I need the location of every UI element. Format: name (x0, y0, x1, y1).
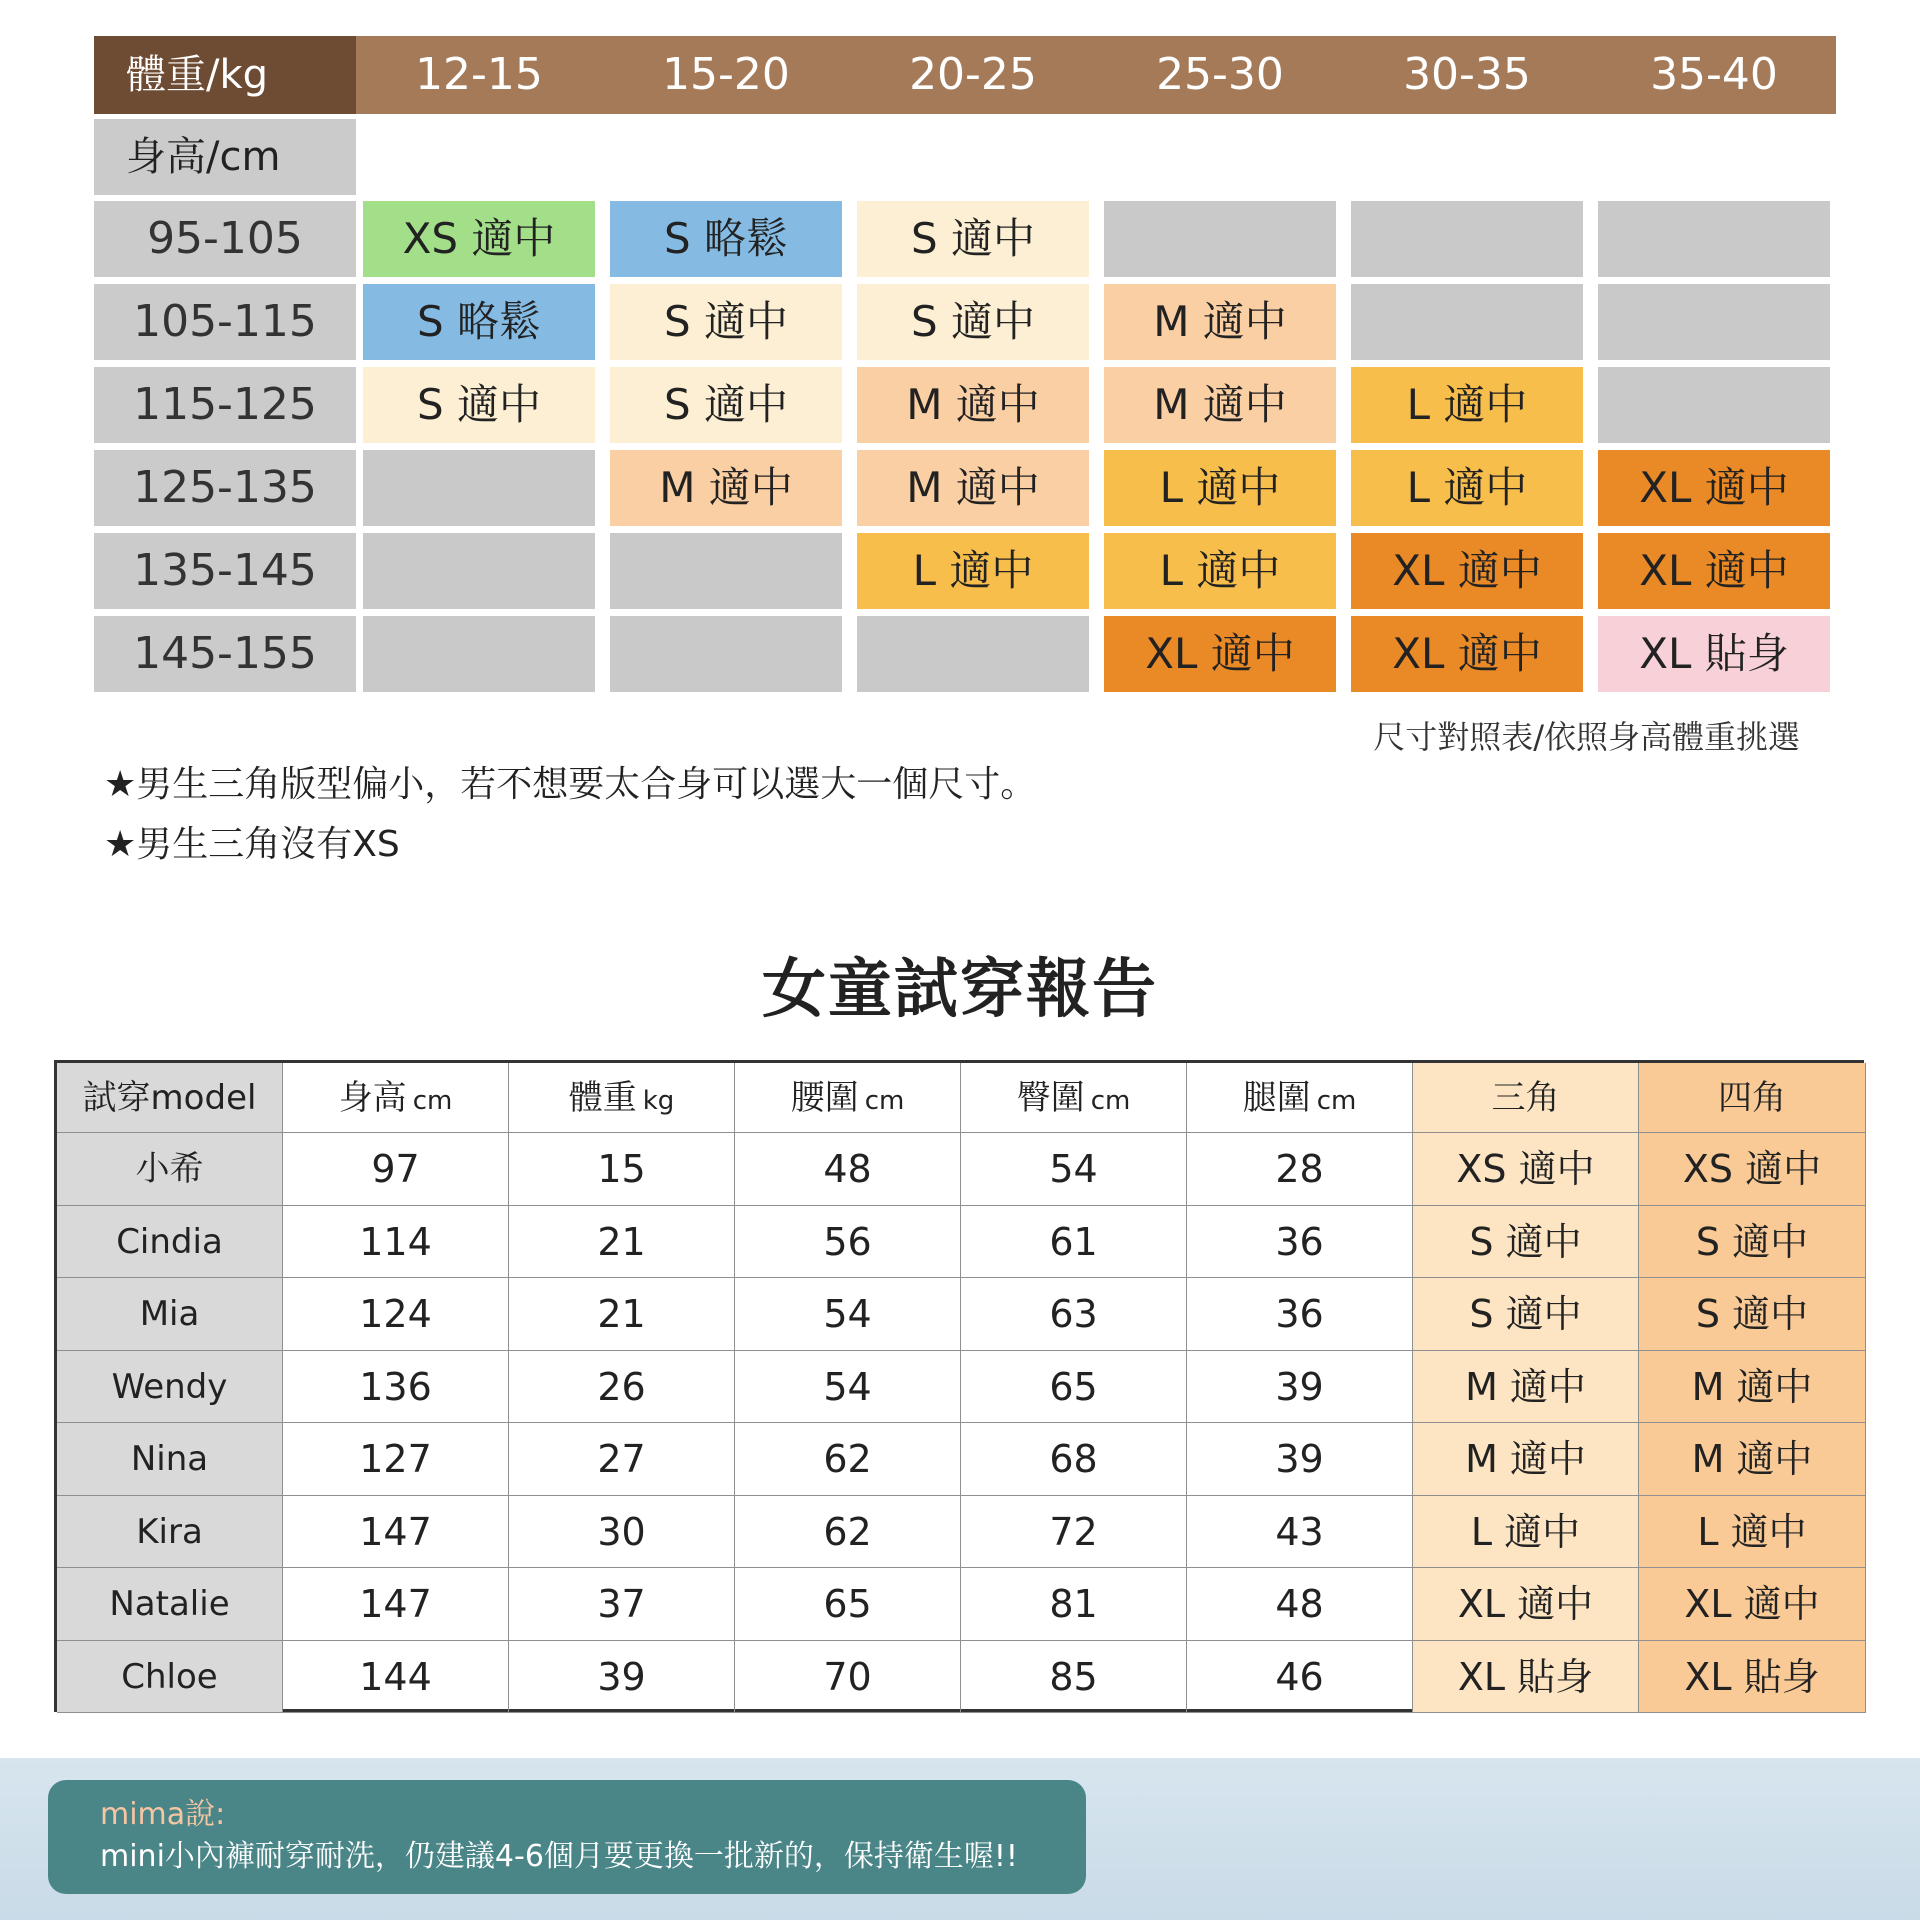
trial-report-table (54, 1060, 1864, 1712)
report-cell: 36 (1187, 1278, 1413, 1351)
report-cell: XL 貼身 (1413, 1641, 1639, 1714)
report-header-label: 四角 (1718, 1078, 1786, 1118)
report-cell: 147 (283, 1496, 509, 1569)
height-row-label: 125-135 (94, 450, 356, 526)
report-cell: 26 (509, 1351, 735, 1424)
model-name-cell: Wendy (57, 1351, 283, 1424)
report-header-cell (57, 1063, 283, 1133)
size-cell: M 適中 (610, 450, 842, 526)
size-cell-empty (857, 616, 1089, 692)
size-cell: S 適中 (610, 284, 842, 360)
size-cell: XL 適中 (1351, 533, 1583, 609)
report-header-label: 腰圍 (790, 1078, 859, 1118)
bubble-text: mini小內褲耐穿耐洗，仍建議4-6個月要更換一批新的，保持衛生喔!! (100, 1839, 1018, 1874)
size-cell: L 適中 (1351, 450, 1583, 526)
report-header-unit: cm (1316, 1086, 1357, 1116)
report-cell: 72 (961, 1496, 1187, 1569)
report-header-label: 試穿model (82, 1078, 257, 1118)
report-cell: M 適中 (1413, 1351, 1639, 1424)
report-cell: 136 (283, 1351, 509, 1424)
report-cell: S 適中 (1639, 1206, 1866, 1279)
report-cell: 21 (509, 1278, 735, 1351)
size-cell-empty (1104, 201, 1336, 277)
weight-header-label: 體重/kg (94, 36, 356, 114)
size-cell-empty (1598, 367, 1830, 443)
report-cell: XL 適中 (1413, 1568, 1639, 1641)
report-cell: XL 適中 (1639, 1568, 1866, 1641)
report-cell: 124 (283, 1278, 509, 1351)
model-name-cell: Chloe (57, 1641, 283, 1714)
mima-note-bubble (48, 1780, 1086, 1894)
size-cell-empty (1351, 284, 1583, 360)
height-row-label: 135-145 (94, 533, 356, 609)
report-header-cell (509, 1063, 735, 1133)
height-header-label: 身高/cm (94, 119, 356, 195)
report-cell: 127 (283, 1423, 509, 1496)
report-cell: 81 (961, 1568, 1187, 1641)
report-header-label: 體重 (568, 1078, 637, 1118)
report-cell: 56 (735, 1206, 961, 1279)
size-cell: XL 適中 (1104, 616, 1336, 692)
model-name-cell: Mia (57, 1278, 283, 1351)
report-cell: M 適中 (1413, 1423, 1639, 1496)
size-chart (94, 36, 1836, 698)
report-cell: XS 適中 (1413, 1133, 1639, 1206)
weight-header-0: 12-15 (415, 49, 543, 100)
height-row-label: 95-105 (94, 201, 356, 277)
model-name-cell: Nina (57, 1423, 283, 1496)
report-header-label: 腿圍 (1242, 1078, 1311, 1118)
weight-header-5: 35-40 (1650, 49, 1778, 100)
report-header-unit: cm (864, 1086, 905, 1116)
height-row-label: 115-125 (94, 367, 356, 443)
size-cell: L 適中 (857, 533, 1089, 609)
report-cell: 65 (961, 1351, 1187, 1424)
report-header-cell (1187, 1063, 1413, 1133)
report-cell: M 適中 (1639, 1423, 1866, 1496)
report-cell: 30 (509, 1496, 735, 1569)
weight-header-1: 15-20 (662, 49, 790, 100)
size-cell-empty (363, 533, 595, 609)
report-header-unit: cm (1090, 1086, 1131, 1116)
report-title: 女童試穿報告 (762, 953, 1158, 1027)
report-header-unit: kg (642, 1086, 675, 1116)
report-header-cell (1413, 1063, 1639, 1133)
report-header-unit: cm (412, 1086, 453, 1116)
weight-header-3: 25-30 (1156, 49, 1284, 100)
size-cell: XL 貼身 (1598, 616, 1830, 692)
weight-header-2: 20-25 (909, 49, 1037, 100)
report-cell: S 適中 (1639, 1278, 1866, 1351)
report-cell: 61 (961, 1206, 1187, 1279)
report-cell: 85 (961, 1641, 1187, 1714)
report-cell: 15 (509, 1133, 735, 1206)
size-cell: S 適中 (857, 201, 1089, 277)
report-cell: L 適中 (1413, 1496, 1639, 1569)
size-cell-empty (1351, 201, 1583, 277)
report-cell: 37 (509, 1568, 735, 1641)
note-2: ★男生三角沒有XS (104, 824, 400, 865)
report-header-cell (961, 1063, 1187, 1133)
report-cell: 48 (1187, 1568, 1413, 1641)
report-cell: 70 (735, 1641, 961, 1714)
report-cell: 21 (509, 1206, 735, 1279)
model-name-cell: Kira (57, 1496, 283, 1569)
report-header-cell (283, 1063, 509, 1133)
report-cell: S 適中 (1413, 1206, 1639, 1279)
size-cell: L 適中 (1104, 450, 1336, 526)
size-cell-empty (610, 533, 842, 609)
report-cell: 97 (283, 1133, 509, 1206)
height-row-label: 145-155 (94, 616, 356, 692)
size-cell-empty (1598, 284, 1830, 360)
report-cell: 27 (509, 1423, 735, 1496)
report-cell: 62 (735, 1496, 961, 1569)
size-cell: XL 適中 (1351, 616, 1583, 692)
size-cell: M 適中 (857, 367, 1089, 443)
size-cell: M 適中 (857, 450, 1089, 526)
size-cell: XS 適中 (363, 201, 595, 277)
report-cell: XS 適中 (1639, 1133, 1866, 1206)
report-cell: 48 (735, 1133, 961, 1206)
model-name-cell: 小希 (57, 1133, 283, 1206)
report-cell: 39 (1187, 1423, 1413, 1496)
size-cell: M 適中 (1104, 284, 1336, 360)
report-cell: 28 (1187, 1133, 1413, 1206)
report-cell: 63 (961, 1278, 1187, 1351)
model-name-cell: Cindia (57, 1206, 283, 1279)
report-cell: 114 (283, 1206, 509, 1279)
report-cell: 54 (735, 1278, 961, 1351)
size-cell-empty (1598, 201, 1830, 277)
report-cell: 147 (283, 1568, 509, 1641)
note-1: ★男生三角版型偏小，若不想要太合身可以選大一個尺寸。 (104, 764, 1037, 805)
size-cell: S 略鬆 (363, 284, 595, 360)
model-name-cell: Natalie (57, 1568, 283, 1641)
size-cell-empty (363, 450, 595, 526)
bubble-title: mima說: (100, 1797, 226, 1832)
report-cell: 54 (961, 1133, 1187, 1206)
report-cell: M 適中 (1639, 1351, 1866, 1424)
report-header-cell (735, 1063, 961, 1133)
report-cell: L 適中 (1639, 1496, 1866, 1569)
size-cell: S 適中 (610, 367, 842, 443)
report-cell: 43 (1187, 1496, 1413, 1569)
report-header-label: 身高 (338, 1078, 407, 1118)
report-header-cell (1639, 1063, 1866, 1133)
size-cell-empty (363, 616, 595, 692)
size-cell: XL 適中 (1598, 450, 1830, 526)
size-cell: M 適中 (1104, 367, 1336, 443)
report-header-label: 臀圍 (1016, 1078, 1085, 1118)
report-cell: 65 (735, 1568, 961, 1641)
report-cell: XL 貼身 (1639, 1641, 1866, 1714)
report-cell: 54 (735, 1351, 961, 1424)
size-cell: L 適中 (1104, 533, 1336, 609)
report-header-label: 三角 (1491, 1078, 1560, 1118)
size-cell: L 適中 (1351, 367, 1583, 443)
report-cell: 68 (961, 1423, 1187, 1496)
size-cell-empty (610, 616, 842, 692)
report-cell: S 適中 (1413, 1278, 1639, 1351)
report-cell: 144 (283, 1641, 509, 1714)
size-cell: S 適中 (857, 284, 1089, 360)
size-cell: XL 適中 (1598, 533, 1830, 609)
weight-header-4: 30-35 (1403, 49, 1531, 100)
size-cell: S 適中 (363, 367, 595, 443)
report-cell: 46 (1187, 1641, 1413, 1714)
report-cell: 36 (1187, 1206, 1413, 1279)
chart-caption: 尺寸對照表/依照身高體重挑選 (1373, 718, 1800, 756)
report-cell: 39 (509, 1641, 735, 1714)
height-row-label: 105-115 (94, 284, 356, 360)
report-cell: 39 (1187, 1351, 1413, 1424)
size-cell: S 略鬆 (610, 201, 842, 277)
report-cell: 62 (735, 1423, 961, 1496)
